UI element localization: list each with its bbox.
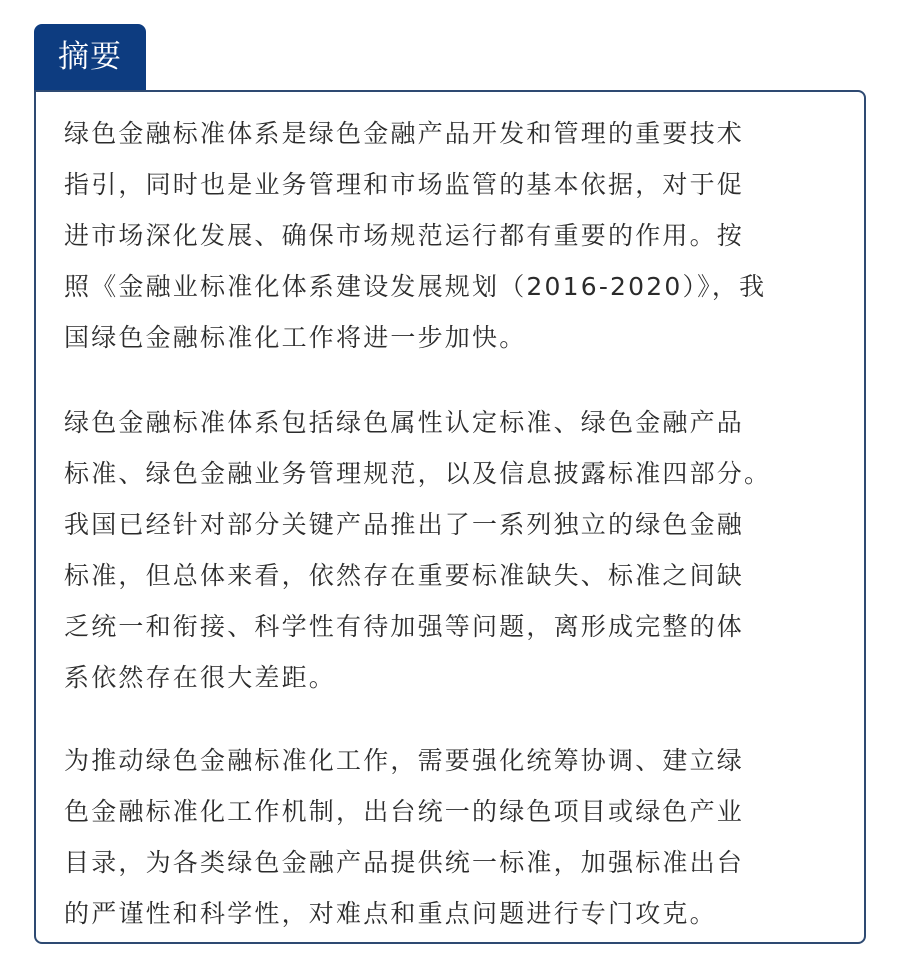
text-line: 乏统一和衔接、科学性有待加强等问题，离形成完整的体	[64, 612, 745, 641]
text-line: 指引，同时也是业务管理和市场监管的基本依据，对于促	[64, 170, 745, 199]
text-line: 色金融标准化工作机制，出台统一的绿色项目或绿色产业	[64, 797, 745, 826]
text-line: 标准，但总体来看，依然存在重要标准缺失、标准之间缺	[64, 561, 745, 590]
abstract-tab: 摘要	[34, 24, 146, 90]
abstract-paragraph-2	[64, 397, 842, 703]
text-line: 绿色金融标准体系包括绿色属性认定标准、绿色金融产品	[64, 408, 745, 437]
text-line: 标准、绿色金融业务管理规范，以及信息披露标准四部分。	[64, 459, 772, 488]
text-line: 目录，为各类绿色金融产品提供统一标准，加强标准出台	[64, 848, 745, 877]
text-line: 我国已经针对部分关键产品推出了一系列独立的绿色金融	[64, 510, 745, 539]
abstract-paragraph-3	[64, 735, 842, 939]
text-line: 的严谨性和科学性，对难点和重点问题进行专门攻克。	[64, 899, 717, 928]
abstract-paragraph-1	[64, 108, 842, 363]
text-line: 系依然存在很大差距。	[64, 663, 337, 692]
text-line: 进市场深化发展、确保市场规范运行都有重要的作用。按	[64, 221, 745, 250]
text-line: 绿色金融标准体系是绿色金融产品开发和管理的重要技术	[64, 119, 745, 148]
text-line: 国绿色金融标准化工作将进一步加快。	[64, 323, 527, 352]
abstract-box	[34, 90, 866, 944]
text-line: 为推动绿色金融标准化工作，需要强化统筹协调、建立绿	[64, 746, 745, 775]
text-line: 照《金融业标准化体系建设发展规划（2016-2020）》，我	[64, 272, 767, 301]
